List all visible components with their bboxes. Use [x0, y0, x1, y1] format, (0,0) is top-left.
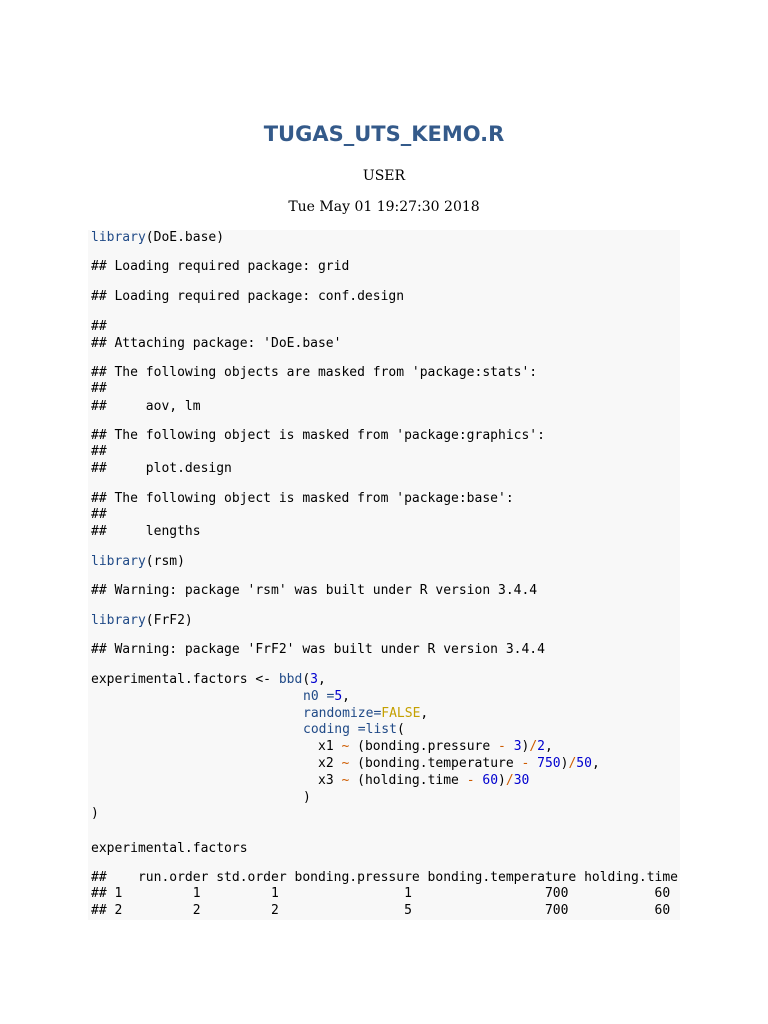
- output-line: ## aov, lm: [91, 399, 201, 414]
- document-date: Tue May 01 19:27:30 2018: [288, 199, 480, 215]
- document-author: USER: [362, 168, 406, 184]
- table-header: ## run.order std.order bonding.pressure bonding.temperature holding.time: [91, 870, 678, 885]
- code-close-paren: ): [303, 790, 311, 805]
- code-x3-formula: x3 ~ (holding.time - 60)/30: [318, 773, 530, 788]
- code-bbd-call: experimental.factors <- bbd(3,: [91, 672, 326, 687]
- code-n0-arg: n0 =5,: [303, 689, 350, 704]
- output-line: ## Warning: package 'rsm' was built under R version 3.4.4: [91, 583, 538, 598]
- table-row: ## 1 1 1 1 700 60: [91, 886, 671, 901]
- output-line: ## lengths: [91, 524, 201, 539]
- output-line: ##: [91, 381, 107, 396]
- output-line: ##: [91, 319, 107, 334]
- output-line: ## Loading required package: grid: [91, 259, 350, 274]
- output-line: ## The following object is masked from 'package:base':: [91, 491, 514, 506]
- output-line: ##: [91, 444, 107, 459]
- table-row: ## 2 2 2 5 700 60: [91, 903, 671, 918]
- code-x1-formula: x1 ~ (bonding.pressure - 3)/2,: [318, 739, 553, 754]
- code-library-rsm: library(rsm): [91, 554, 185, 569]
- code-close-paren: ): [91, 806, 99, 821]
- code-library-frf2: library(FrF2): [91, 613, 193, 628]
- code-randomize-arg: randomize=FALSE,: [303, 706, 429, 721]
- output-line: ## Attaching package: 'DoE.base': [91, 336, 342, 351]
- code-library-doe: library(DoE.base): [91, 230, 225, 245]
- output-line: ## The following object is masked from 'package:graphics':: [91, 428, 545, 443]
- document-title: TUGAS_UTS_KEMO.R: [263, 122, 505, 146]
- code-coding-arg: coding =list(: [303, 722, 405, 737]
- code-output-block: [88, 230, 680, 920]
- code-x2-formula: x2 ~ (bonding.temperature - 750)/50,: [318, 756, 600, 771]
- output-line: ## Loading required package: conf.design: [91, 289, 405, 304]
- output-line: ## Warning: package 'FrF2' was built under R version 3.4.4: [91, 642, 545, 657]
- output-line: ## plot.design: [91, 461, 232, 476]
- output-line: ## The following objects are masked from 'package:stats':: [91, 365, 538, 380]
- code-print-object: experimental.factors: [91, 841, 248, 856]
- output-line: ##: [91, 507, 107, 522]
